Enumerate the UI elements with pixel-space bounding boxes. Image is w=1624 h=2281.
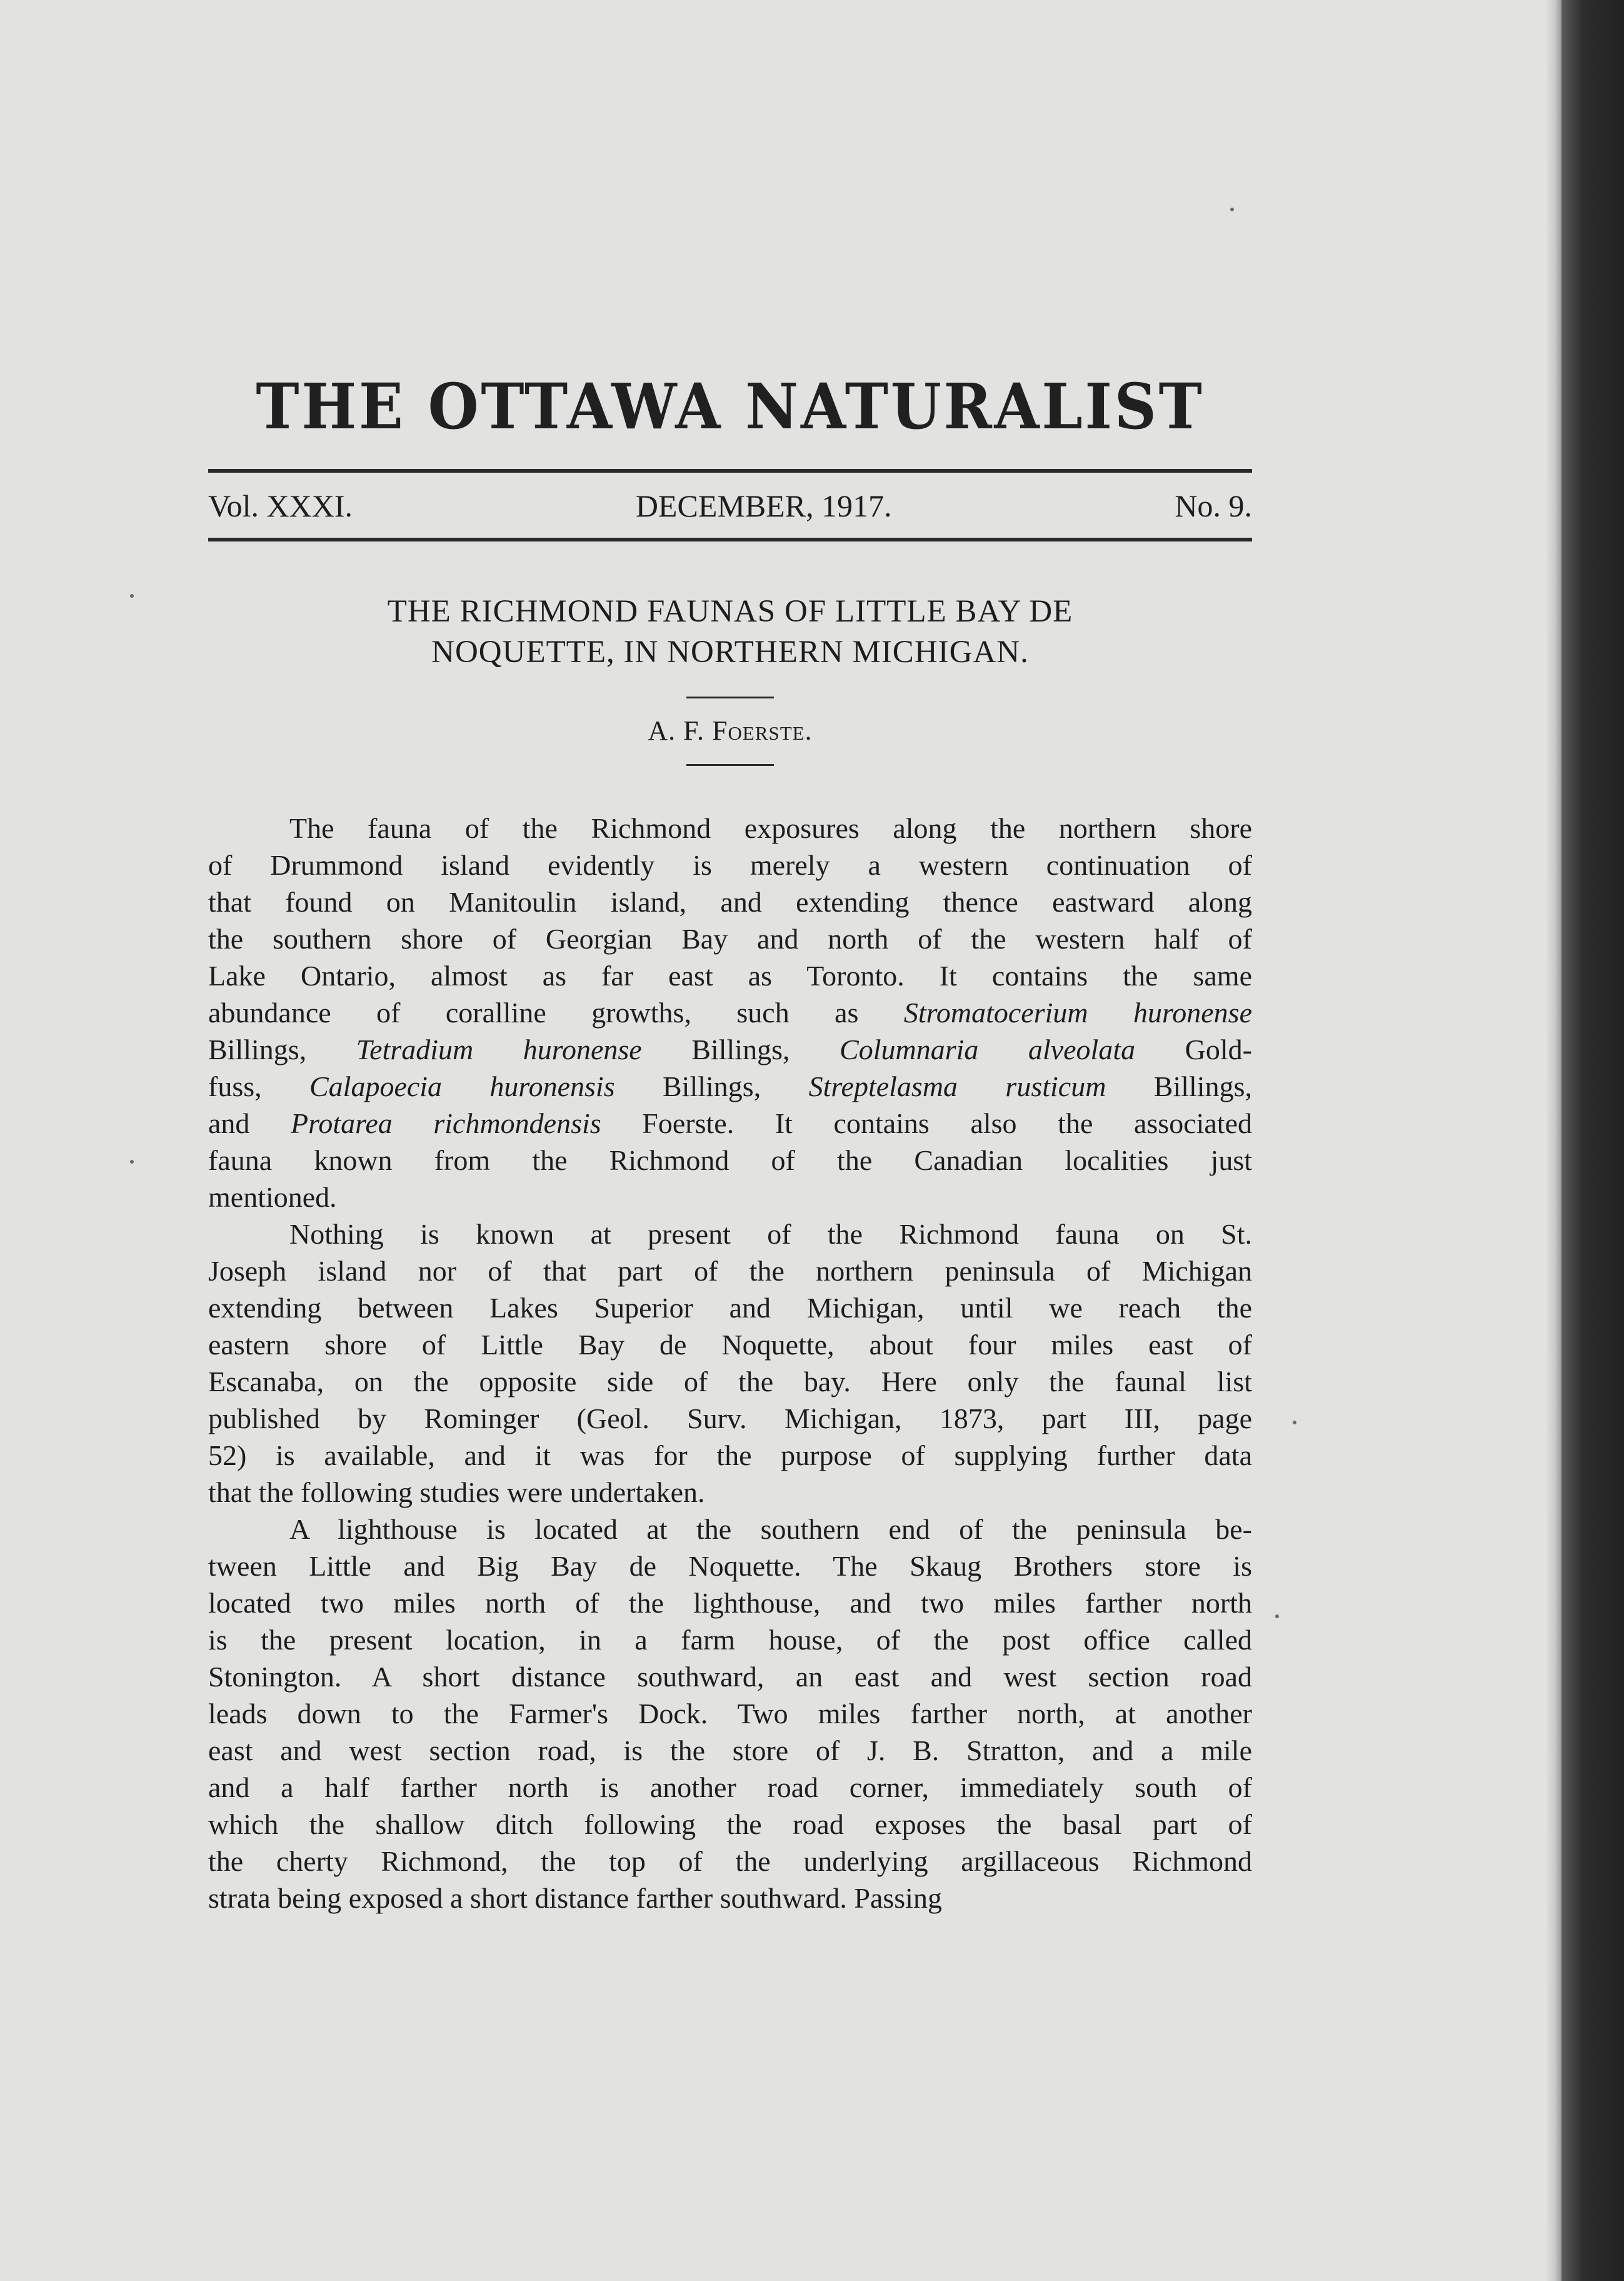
text-run: mentioned. xyxy=(208,1181,337,1213)
text-run: Billings, xyxy=(1106,1070,1252,1102)
species-name: Tetradium huronense xyxy=(356,1033,642,1065)
text-run: and xyxy=(208,1107,291,1139)
text-line: Nothing is known at present of the Richmond fauna on St. xyxy=(289,1217,1252,1250)
species-name: Streptelasma rusticum xyxy=(808,1070,1106,1102)
text-line xyxy=(208,920,1252,957)
issue-number: No. 9. xyxy=(1175,488,1252,523)
text-run: Lake Ontario, almost as far east as Toronto. It contains the same xyxy=(208,959,1252,992)
text-run: Gold- xyxy=(1135,1033,1252,1065)
issue-line xyxy=(208,473,1252,538)
article-author xyxy=(208,715,1252,747)
text-line: which the shallow ditch following the road exposes the basal part of xyxy=(208,1808,1252,1840)
issue-date: DECEMBER, 1917. xyxy=(635,488,892,523)
book-binding xyxy=(1561,0,1624,2281)
paragraph-3 xyxy=(208,1511,1252,1916)
text-line xyxy=(208,994,1252,1031)
species-name: Stromatocerium huronense xyxy=(903,996,1252,1029)
author-divider xyxy=(686,764,774,766)
article-title xyxy=(208,592,1252,673)
text-line: and a half farther north is another road corner, immediately south of xyxy=(208,1771,1252,1803)
text-run: the southern shore of Georgian Bay and north of the western half of xyxy=(208,922,1252,955)
text-run: Billings, xyxy=(208,1033,356,1065)
text-line: A lighthouse is located at the southern end of the peninsula be- xyxy=(289,1513,1252,1545)
article-title-line: NOQUETTE, IN NORTHERN MICHIGAN. xyxy=(431,634,1029,670)
paragraph-2 xyxy=(208,1216,1252,1511)
text-line xyxy=(208,1068,1252,1105)
article-title-line: THE RICHMOND FAUNAS OF LITTLE BAY DE xyxy=(387,594,1073,629)
paper-speck xyxy=(1230,208,1234,211)
paper-speck xyxy=(130,594,134,598)
text-line xyxy=(208,847,1252,884)
text-run: fauna known from the Richmond of the Canadian localities just xyxy=(208,1144,1252,1176)
text-run: fuss, xyxy=(208,1070,309,1102)
journal-title: THE OTTAWA NATURALIST xyxy=(256,370,1205,443)
paper-speck xyxy=(1293,1421,1296,1424)
text-run: Billings, xyxy=(614,1070,809,1102)
title-divider xyxy=(686,697,774,698)
text-line xyxy=(208,1179,1252,1216)
species-name: Columnaria alveolata xyxy=(840,1033,1136,1065)
text-run: Foerste. It contains also the associated xyxy=(601,1107,1253,1139)
text-run: abundance of coralline growths, such as xyxy=(208,996,904,1029)
text-line: the cherty Richmond, the top of the underlying argillaceous Richmond xyxy=(208,1845,1252,1877)
text-line xyxy=(208,1142,1252,1179)
text-line: published by Rominger (Geol. Surv. Michigan, 1873, part III, page xyxy=(208,1402,1252,1434)
species-name: Protarea richmondensis xyxy=(291,1107,601,1139)
text-line: tween Little and Big Bay de Noquette. The Skaug Brothers store is xyxy=(208,1549,1252,1582)
paragraph-1 xyxy=(208,810,1252,1216)
text-line xyxy=(208,810,1252,847)
author-initials: A. F. xyxy=(648,715,713,746)
text-run: Billings, xyxy=(641,1033,840,1065)
text-line: is the present location, in a farm house, of the post office called xyxy=(208,1623,1252,1656)
species-name: Calapoecia huronensis xyxy=(309,1070,615,1102)
text-line: east and west section road, is the store of J. B. Stratton, and a mile xyxy=(208,1734,1252,1766)
author-surname: Foerste. xyxy=(712,715,813,746)
header-rule-bottom xyxy=(208,538,1252,541)
text-line: located two miles north of the lighthouse, and two miles farther north xyxy=(208,1586,1252,1619)
text-line: strata being exposed a short distance farther southward. Passing xyxy=(208,1881,942,1914)
text-line: 52) is available, and it was for the purpose of supplying further data xyxy=(208,1439,1252,1471)
paper-speck xyxy=(130,1160,134,1164)
article-body xyxy=(208,810,1252,1916)
text-line xyxy=(208,1105,1252,1142)
text-line: that the following studies were undertaken. xyxy=(208,1476,705,1508)
text-line: leads down to the Farmer's Dock. Two miles farther north, at another xyxy=(208,1697,1252,1730)
text-run: The fauna of the Richmond exposures along the northern shore xyxy=(289,812,1252,844)
text-line: Stonington. A short distance southward, an east and west section road xyxy=(208,1660,1252,1693)
volume-label: Vol. XXXI. xyxy=(208,488,353,523)
text-line: extending between Lakes Superior and Michigan, until we reach the xyxy=(208,1291,1252,1324)
text-run: that found on Manitoulin island, and extending thence eastward along xyxy=(208,885,1252,918)
text-line: eastern shore of Little Bay de Noquette, about four miles east of xyxy=(208,1328,1252,1361)
page-edge-shadow xyxy=(1545,0,1561,2281)
text-run: of Drummond island evidently is merely a western continuation of xyxy=(208,848,1252,881)
text-line: Escanaba, on the opposite side of the bay. Here only the faunal list xyxy=(208,1365,1252,1397)
journal-page xyxy=(208,370,1253,1916)
paper-speck xyxy=(1275,1614,1279,1618)
text-line xyxy=(208,1031,1252,1068)
text-line: Joseph island nor of that part of the northern peninsula of Michigan xyxy=(208,1254,1252,1287)
text-line xyxy=(208,884,1252,920)
text-line xyxy=(208,957,1252,994)
